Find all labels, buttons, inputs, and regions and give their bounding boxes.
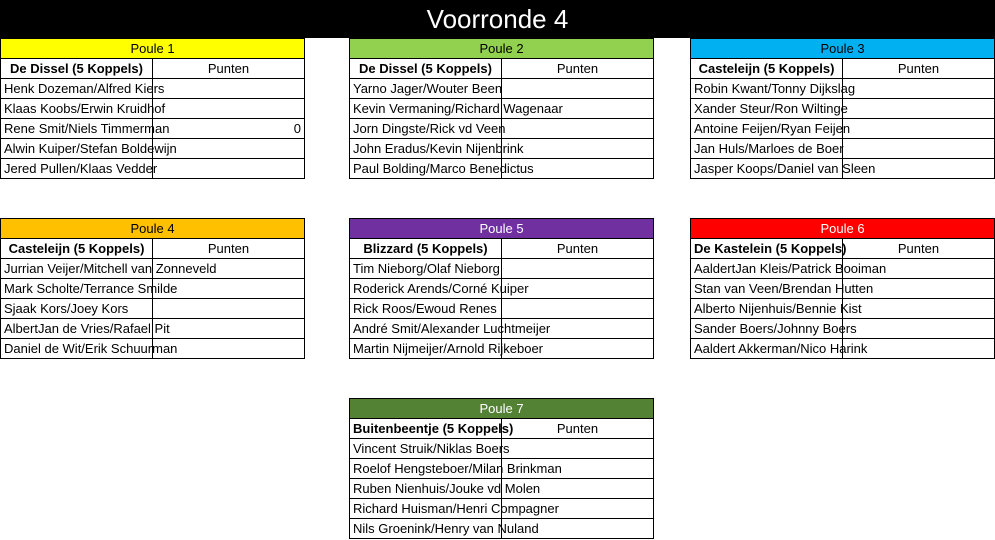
table-row — [350, 259, 654, 279]
pair-name-cell[interactable]: Antoine Feijen/Ryan Feijen — [691, 119, 843, 139]
pair-name-cell[interactable]: Sander Boers/Johnny Boers — [691, 319, 843, 339]
table-row — [350, 119, 654, 139]
pair-name-cell[interactable]: Vincent Struik/Niklas Boers — [350, 439, 502, 459]
points-cell[interactable] — [153, 319, 305, 339]
poule-location[interactable]: De Dissel (5 Koppels) — [1, 59, 153, 79]
points-cell[interactable]: 0 — [153, 119, 305, 139]
table-row — [1, 259, 305, 279]
pair-name-cell[interactable]: Jasper Koops/Daniel van Sleen — [691, 159, 843, 179]
poule-location[interactable]: Casteleijn (5 Koppels) — [1, 239, 153, 259]
points-cell[interactable] — [843, 319, 995, 339]
points-cell[interactable] — [502, 139, 654, 159]
poule-table — [690, 218, 995, 359]
poule-location[interactable]: Casteleijn (5 Koppels) — [691, 59, 843, 79]
points-cell[interactable] — [502, 119, 654, 139]
table-row — [1, 319, 305, 339]
pair-name-cell[interactable]: Martin Nijmeijer/Arnold Rijkeboer — [350, 339, 502, 359]
poule-table — [349, 218, 654, 359]
pair-name-cell[interactable]: André Smit/Alexander Luchtmeijer — [350, 319, 502, 339]
table-row — [691, 119, 995, 139]
table-row — [691, 139, 995, 159]
points-cell[interactable] — [502, 79, 654, 99]
points-cell[interactable] — [502, 439, 654, 459]
punten-header[interactable]: Punten — [843, 239, 995, 259]
pair-name-cell[interactable]: Jered Pullen/Klaas Vedder — [1, 159, 153, 179]
poule-table — [349, 398, 654, 539]
points-cell[interactable] — [843, 119, 995, 139]
pair-name-cell[interactable]: Stan van Veen/Brendan Hutten — [691, 279, 843, 299]
pair-name-cell[interactable]: Tim Nieborg/Olaf Nieborg — [350, 259, 502, 279]
points-cell[interactable] — [843, 139, 995, 159]
table-row — [1, 119, 305, 139]
poule-2 — [349, 38, 654, 179]
table-row — [350, 499, 654, 519]
table-row — [350, 279, 654, 299]
pair-name-cell[interactable]: Nils Groenink/Henry van Nuland — [350, 519, 502, 539]
table-row — [350, 459, 654, 479]
pair-name-cell[interactable]: AaldertJan Kleis/Patrick Booiman — [691, 259, 843, 279]
table-row — [350, 479, 654, 499]
table-row — [350, 319, 654, 339]
poule-table — [690, 38, 995, 179]
table-row — [350, 159, 654, 179]
table-row — [350, 299, 654, 319]
table-row — [350, 439, 654, 459]
pair-name-cell[interactable]: Daniel de Wit/Erik Schuurman — [1, 339, 153, 359]
table-row — [691, 339, 995, 359]
pair-name-cell[interactable]: Richard Huisman/Henri Compagner — [350, 499, 502, 519]
table-row — [1, 79, 305, 99]
table-row — [350, 339, 654, 359]
table-row — [1, 159, 305, 179]
pair-name-cell[interactable]: Henk Dozeman/Alfred Kiers — [1, 79, 153, 99]
points-cell[interactable] — [502, 299, 654, 319]
poule-table — [0, 38, 305, 179]
poule-header: Poule 5 — [350, 219, 654, 239]
points-cell[interactable] — [843, 79, 995, 99]
pair-name-cell[interactable]: Yarno Jager/Wouter Been — [350, 79, 502, 99]
poule-6 — [690, 218, 995, 359]
points-cell[interactable] — [502, 259, 654, 279]
punten-header[interactable]: Punten — [502, 419, 654, 439]
table-row — [350, 139, 654, 159]
punten-header[interactable]: Punten — [502, 239, 654, 259]
table-row — [691, 99, 995, 119]
poule-5 — [349, 218, 654, 359]
poule-header: Poule 3 — [691, 39, 995, 59]
page-title: Voorronde 4 — [0, 0, 995, 38]
table-row — [691, 259, 995, 279]
punten-header[interactable]: Punten — [153, 59, 305, 79]
poule-location[interactable]: De Kastelein (5 Koppels) — [691, 239, 843, 259]
poule-table — [349, 38, 654, 179]
punten-header[interactable]: Punten — [153, 239, 305, 259]
table-row — [691, 159, 995, 179]
poule-location[interactable]: Blizzard (5 Koppels) — [350, 239, 502, 259]
pair-name-cell[interactable]: Alberto Nijenhuis/Bennie Kist — [691, 299, 843, 319]
poule-header: Poule 2 — [350, 39, 654, 59]
pair-name-cell[interactable]: John Eradus/Kevin Nijenbrink — [350, 139, 502, 159]
points-cell[interactable] — [153, 299, 305, 319]
poule-1 — [0, 38, 305, 179]
pair-name-cell[interactable]: Kevin Vermaning/Richard Wagenaar — [350, 99, 502, 119]
poule-header: Poule 6 — [691, 219, 995, 239]
pair-name-cell[interactable]: Ruben Nienhuis/Jouke vd Molen — [350, 479, 502, 499]
points-cell[interactable] — [843, 299, 995, 319]
punten-header[interactable]: Punten — [502, 59, 654, 79]
poule-header: Poule 7 — [350, 399, 654, 419]
table-row — [350, 519, 654, 539]
pair-name-cell[interactable]: Roelof Hengsteboer/Milan Brinkman — [350, 459, 502, 479]
poule-table — [0, 218, 305, 359]
pair-name-cell[interactable]: Aaldert Akkerman/Nico Harink — [691, 339, 843, 359]
poule-header: Poule 1 — [1, 39, 305, 59]
table-row — [1, 339, 305, 359]
points-cell[interactable] — [153, 99, 305, 119]
table-row — [691, 299, 995, 319]
pair-name-cell[interactable]: Rene Smit/Niels Timmerman — [1, 119, 153, 139]
table-row — [350, 79, 654, 99]
table-row — [691, 319, 995, 339]
poule-7 — [349, 398, 654, 539]
table-row — [1, 299, 305, 319]
pair-name-cell[interactable]: Jorn Dingste/Rick vd Veen — [350, 119, 502, 139]
table-row — [691, 79, 995, 99]
pair-name-cell[interactable]: Xander Steur/Ron Wiltinge — [691, 99, 843, 119]
poule-3 — [690, 38, 995, 179]
table-row — [350, 99, 654, 119]
pair-name-cell[interactable]: Klaas Koobs/Erwin Kruidhof — [1, 99, 153, 119]
pair-name-cell[interactable]: AlbertJan de Vries/Rafael Pit — [1, 319, 153, 339]
poule-header: Poule 4 — [1, 219, 305, 239]
points-cell[interactable] — [843, 99, 995, 119]
table-row — [1, 139, 305, 159]
poule-location[interactable]: De Dissel (5 Koppels) — [350, 59, 502, 79]
pair-name-cell[interactable]: Robin Kwant/Tonny Dijkslag — [691, 79, 843, 99]
pair-name-cell[interactable]: Rick Roos/Ewoud Renes — [350, 299, 502, 319]
pair-name-cell[interactable]: Sjaak Kors/Joey Kors — [1, 299, 153, 319]
pair-name-cell[interactable]: Jurrian Veijer/Mitchell van Zonneveld — [1, 259, 153, 279]
points-cell[interactable] — [153, 79, 305, 99]
punten-header[interactable]: Punten — [843, 59, 995, 79]
pair-name-cell[interactable]: Alwin Kuiper/Stefan Boldewijn — [1, 139, 153, 159]
pair-name-cell[interactable]: Mark Scholte/Terrance Smilde — [1, 279, 153, 299]
table-row — [1, 279, 305, 299]
poule-location[interactable]: Buitenbeentje (5 Koppels) — [350, 419, 502, 439]
pair-name-cell[interactable]: Roderick Arends/Corné Kuiper — [350, 279, 502, 299]
points-cell[interactable] — [153, 159, 305, 179]
table-row — [1, 99, 305, 119]
table-row — [691, 279, 995, 299]
pair-name-cell[interactable]: Paul Bolding/Marco Benedictus — [350, 159, 502, 179]
poule-4 — [0, 218, 305, 359]
pair-name-cell[interactable]: Jan Huls/Marloes de Boer — [691, 139, 843, 159]
